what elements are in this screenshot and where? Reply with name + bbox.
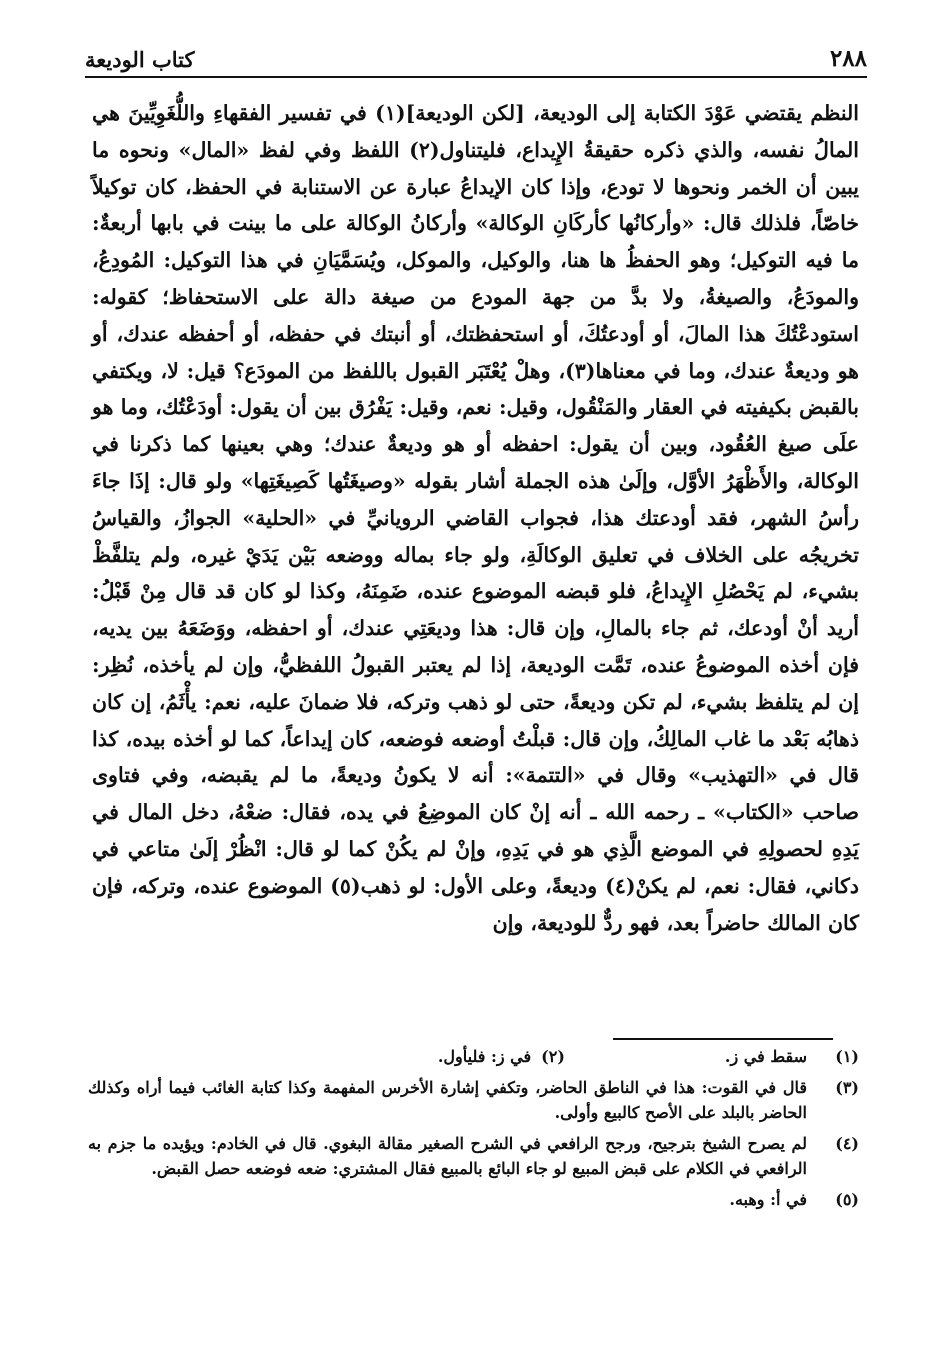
footnote-text: في أ: وهبه. bbox=[729, 1190, 807, 1209]
footnote-text: لم يصرح الشيخ بترجيح، ورجح الرافعي في الشرح الصغير مقالة البغوي. قال في الخادم: ويؤيده ما جزم به الرافعي في الكلام على قبض المبيع لو جاء البائع بالمبيع فقال المشتري: ضعه فوضعه حصل القبض. bbox=[88, 1134, 807, 1178]
footnote-pair bbox=[88, 1044, 807, 1069]
footnote-text: قال في القوت: هذا في الناطق الحاضر، وتكفي إشارة الأخرس المفهمة وكذا كتابة الغائب فيما أراه وكذلك الحاضر بالبلد على الأصح كالبيع وأولى. bbox=[88, 1078, 807, 1122]
main-text: النظم يقتضي عَوْدَ الكتابة إلى الوديعة، [لكن الوديعة](١) في تفسير الفقهاءِ واللُّغَوِيِّينَ هي المالُ نفسه، والذي ذكره حقيقةُ الإِيداع، فليتناول(٢) اللفظ وفي لفظ «المال» ونحوه ما يبين أن الخمر ونحوها لا تودع، وإذا كان الإيداعُ عبارة عن الاستنابة في الحفظ، كان توكيلاً خاصّاً، فلذلك قال: «وأركانُها كأركَانِ الوكالة» وأركانُ الوكالة على ما بينت في بابها أربعةٌ: ما فيه التوكيل؛ وهو الحفظُ ها هنا، والوكيل، والموكل، ويُسَمَّيَانِ في هذا التوكيل: المُودِعُ، والمودَعُ، والصيغةُ، ولا بدَّ من جهة المودع من صيغة دالة على الاستحفاظ؛ كقوله: استودعْتُكَ هذا المالَ، أو أودعتُكَ، أو استحفظتك، أو أنبتك في حفظه، أو أحفظه عندك، أو هو وديعةٌ عندك، وما في معناها(٣)، وهلْ يُعْتَبَر القبول باللفظ من المودَع؟ قيل: لا، ويكتفي بالقبض بكيفيته في العقار والمَنْقُول، وقيل: نعم، وقيل: يَفْرُق بين أن يقول: أودَعْتُك، وما هو علَى صيغ العُقُود، وبين أن يقول: احفظه أو هو وديعةٌ عندك؛ وهي بعينها كما ذكرنا في الوكالة، والأَظْهَرُ الأوَّل، وإلَىٰ هذه الجملة أشار بقوله «وصيغَتُها كَصِيغَتِها» ولو قال: إذَا جاءَ رأسُ الشهر، فقد أودعتك هذا، فجواب القاضي الرويانيِّ في «الحلية» الجوازُ، والقياسُ تخريجُه على الخلاف في تعليق الوكالَةِ، ولو جاء بماله ووضعه بَيْن يَدَيْ غيره، ولم يتلفَّظْ بشيء، لم يَحْصُلِ الإِيداعُ، فلو قبضه الموضوع عنده، ضَمِنَهُ، وكذا لو كان قد قال مِنْ قَبْلُ: أريد أنْ أودعك، ثم جاء بالمالِ، وإن قال: هذا وديعَتِي عندك، أو احفظه، ووَضَعَهُ بين يديه، فإن أخذه الموضوعُ عنده، تَمَّت الوديعة، إذا لم يعتبر القبولُ اللفظيُّ، وإن لم يأخذه، نُظِر: إن لم يتلفظ بشيء، لم تكن وديعةً، حتى لو ذهب وتركه، فلا ضمانَ عليه، نعم: يأْثَمُ، إن كان ذهابُه بَعْد ما غاب المالِكُ، وإن قال: قبلْتُ أوضعه فوضعه، كان إيداعاً، كما لو أخذه بيده، كذا قال في «التهذيب» وقال في «التتمة»: أنه لا يكونُ وديعةً، ما لم يقبضه، وفي فتاوى صاحب «الكتاب» ـ رحمه الله ـ أنه إنْ كان الموضِعُ في يده، فقال: ضعْهُ، دخل المال في يَدِهِ لحصولِهِ في الموضع الَّذِي هو في يَدِهِ، وإنْ لم يكُنْ كما لو قال: انْظُرْ إلَىٰ متاعي في دكاني، فقال: نعم، لم يكنْ(٤) وديعةً، وعلى الأول: لو ذهب(٥) الموضوع عنده، وتركه، فإن كان المالك حاضراً بعد، فهو ردٌّ للوديعة، وإن bbox=[92, 101, 859, 935]
footnotes bbox=[88, 1044, 859, 1218]
running-title: كتاب الوديعة bbox=[85, 47, 195, 72]
footnote-row bbox=[88, 1044, 859, 1069]
footnote-number: (٣) bbox=[835, 1078, 859, 1097]
footnote-row bbox=[88, 1075, 859, 1125]
footnote-text: في ز: فليأول. bbox=[437, 1047, 532, 1066]
footnote-text: سقط في ز. bbox=[724, 1047, 807, 1066]
footnote-row bbox=[88, 1131, 859, 1181]
footnote-number: (٥) bbox=[835, 1190, 859, 1209]
footnote-gap bbox=[565, 1044, 725, 1069]
page-header bbox=[85, 38, 867, 72]
footnote-number: (٤) bbox=[835, 1134, 859, 1153]
footnote-row bbox=[88, 1187, 859, 1212]
header-rule bbox=[85, 76, 867, 78]
footnote-number: (٢) bbox=[541, 1047, 565, 1066]
footnote-separator bbox=[613, 1038, 833, 1040]
footnote-number: (١) bbox=[835, 1047, 859, 1066]
page-number: ٢٨٨ bbox=[829, 45, 867, 72]
